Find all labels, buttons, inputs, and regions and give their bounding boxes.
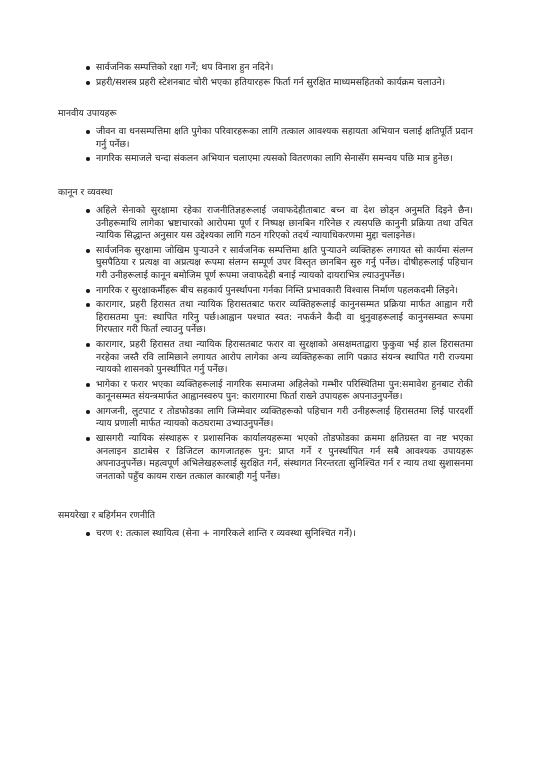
bullet-icon [86,66,90,70]
bullet-icon [86,410,90,414]
bullet-icon [86,209,90,213]
bullet-icon [86,81,90,85]
list-item [58,299,473,337]
bullet-icon [86,157,90,161]
bullet-text: जीवन वा धनसम्पत्तिमा क्षति पुगेका परिवारहरूका लागि तत्काल आवश्यक सहायता अभियान चलाई क्षतिपूर्ति प्रदान गर्नु पर्नेछ। [96,126,473,150]
humanitarian-bullet-list [58,126,473,166]
bullet-text: आगजनी, लुटपाट र तोडफोडका लागि जिम्मेवार व्यक्तिहरूको पहिचान गरी उनीहरूलाई हिरासतमा लिई पारदर्शी न्याय प्रणाली मार्फत न्यायको कठघरामा उभ्याउनुपर्नेछ। [96,405,473,430]
bullet-text: नागरिक समाजले चन्दा संकलन अभियान चलाएमा त्यसको वितरणका लागि सेनासँग समन्वय पछि मात्र हुनेछ। [96,153,453,165]
list-item [58,245,473,283]
list-item [58,285,473,298]
list-item [58,379,473,404]
intro-bullet-list [58,62,473,89]
bullet-text: चरण १: तत्काल स्थायित्व (सेना + नागरिकले शान्ति र व्यवस्था सुनिश्चित गर्ने)। [96,528,356,540]
bullet-icon [86,249,90,253]
bullet-text: खासगरी न्यायिक संस्थाहरू र प्रशासनिक कार्यालयहरूमा भएको तोडफोडका क्रममा क्षतिग्रस्त वा नष्ट भएका अनलाइन डाटाबेस र डिजिटल कागजातहरू पुन: प्राप्त गर्ने र पुनर्स्थापित गर्न सबै आवश्यक उपायहरू अपनाउनुपर्नेछ। महत्वपूर्ण अभिलेखहरूलाई सुरक्षित गर्न, संस्थागत निरन्तरता सुनिश्चित गर्न र न्याय तथा सुशासनमा जनताको पहुँच कायम राख्न तत्काल कारबाही गर्नु पर्नेछ। [96,433,473,482]
bullet-text: अहिले सेनाको सुरक्षामा रहेका राजनीतिज्ञहरूलाई जवाफदेहीताबाट बच्न वा देश छोड्न अनुमति दिइने छैन। उनीहरूमाथि लागेका भ्रष्टाचारको आरोपमा पूर्ण र निष्पक्ष छानबिन गरिनेछ र त्यसपछि कानुनी प्रक्रिया तथा उचित न्यायिक सिद्धान्त अनुसार यस उद्देश्यका लागि गठन गरिएको तदर्थ न्यायाधिकरणमा मुद्दा चलाइनेछ। [96,204,473,242]
list-item [58,126,473,151]
list-item [58,339,473,377]
list-item [58,406,473,431]
bullet-icon [86,289,90,293]
list-item [58,205,473,243]
bullet-text: कारागार, प्रहरी हिरासत तथा न्यायिक हिरासतबाट फरार व्यक्तिहरूलाई कानुनसम्मत प्रक्रिया मार्फत आह्वान गरी हिरासतमा पुन: स्थापित गरिनु पर्छ।आह्वान पश्चात स्वत: नफर्कने कैदी वा थुनुवाहरूलाई कानुनसम्वत रूपमा गिरफ्तार गरी फिर्ता ल्याउनु पर्नेछ। [96,299,473,336]
bullet-text: प्रहरी/सशस्त्र प्रहरी स्टेशनबाट चोरी भएका हतियारहरू फिर्ता गर्न सुरक्षित माध्यमसहितको कार्यक्रम चलाउने। [96,76,446,88]
bullet-text: सार्वजनिक सम्पत्तिको रक्षा गर्नें; थप विनाश हुन नदिने। [96,62,274,73]
bullet-text: कारागार, प्रहरी हिरासत तथा न्यायिक हिरासतबाट फरार वा सुरक्षाको असक्षमताद्वारा फुकुवा भई हाल हिरासतमा नरहेका जस्तै रवि लामिछाने लगायत आरोप लागेका अन्य व्यक्तिहरूका लागि पक्राउ संयन्त्र स्थापित गरी राज्यमा न्यायको शासनको पुनर्स्थापित गर्नु पर्नेछ। [96,338,473,376]
bullet-icon [86,383,90,387]
list-item [58,62,473,75]
bullet-icon [86,130,90,134]
bullet-icon [86,532,90,536]
timeline-bullet-list [58,528,473,541]
bullet-text: नागरिक र सुरक्षाकर्मीहरू बीच सहकार्य पुनर्स्थापना गर्नका निम्ति प्रभावकारी विश्वास निर्माण पहलकदमी लिइने। [96,284,458,296]
law-order-bullet-list [58,205,473,483]
list-item [58,528,473,541]
list-item [58,153,473,166]
section-heading-humanitarian: मानवीय उपायहरू [58,108,117,120]
bullet-icon [86,437,90,441]
bullet-icon [86,303,90,307]
bullet-text: सार्वजनिक सुरक्षामा जोखिम पुर्‍याउने र सार्वजनिक सम्पत्तिमा क्षति पुर्‍याउने व्यक्तिहरू लगायत सो कार्यमा संलग्न घुसपैठिया र प्रत्यक्ष वा अप्रत्यक्ष रूपमा संलग्न सम्पूर्ण उपर विस्तृत छानबिन सुरु गर्नु पर्नेछ। दोषीहरूलाई पहिचान गरी उनीहरूलाई कानून बमोजिम पूर्ण रूपमा जवाफदेही बनाई न्यायको दायराभित्र ल्याउनुपर्नेछ। [96,244,473,281]
bullet-icon [86,343,90,347]
section-heading-timeline: समयरेखा र बहिर्गमन रणनीति [58,510,155,522]
bullet-text: भागेका र फरार भएका व्यक्तिहरूलाई नागरिक समाजमा अहिलेको गम्भीर परिस्थितिमा पुन:समावेश हुनबाट रोकी कानूनसम्मत संयन्त्रमार्फत आह्वानस्वरुप पुन: कारागारमा फिर्ता राख्ने उपायहरू अपनाउनुपर्नेछ। [96,378,473,403]
list-item [58,433,473,483]
section-heading-law-order: कानून र व्यवस्था [58,186,113,198]
list-item [58,77,473,90]
